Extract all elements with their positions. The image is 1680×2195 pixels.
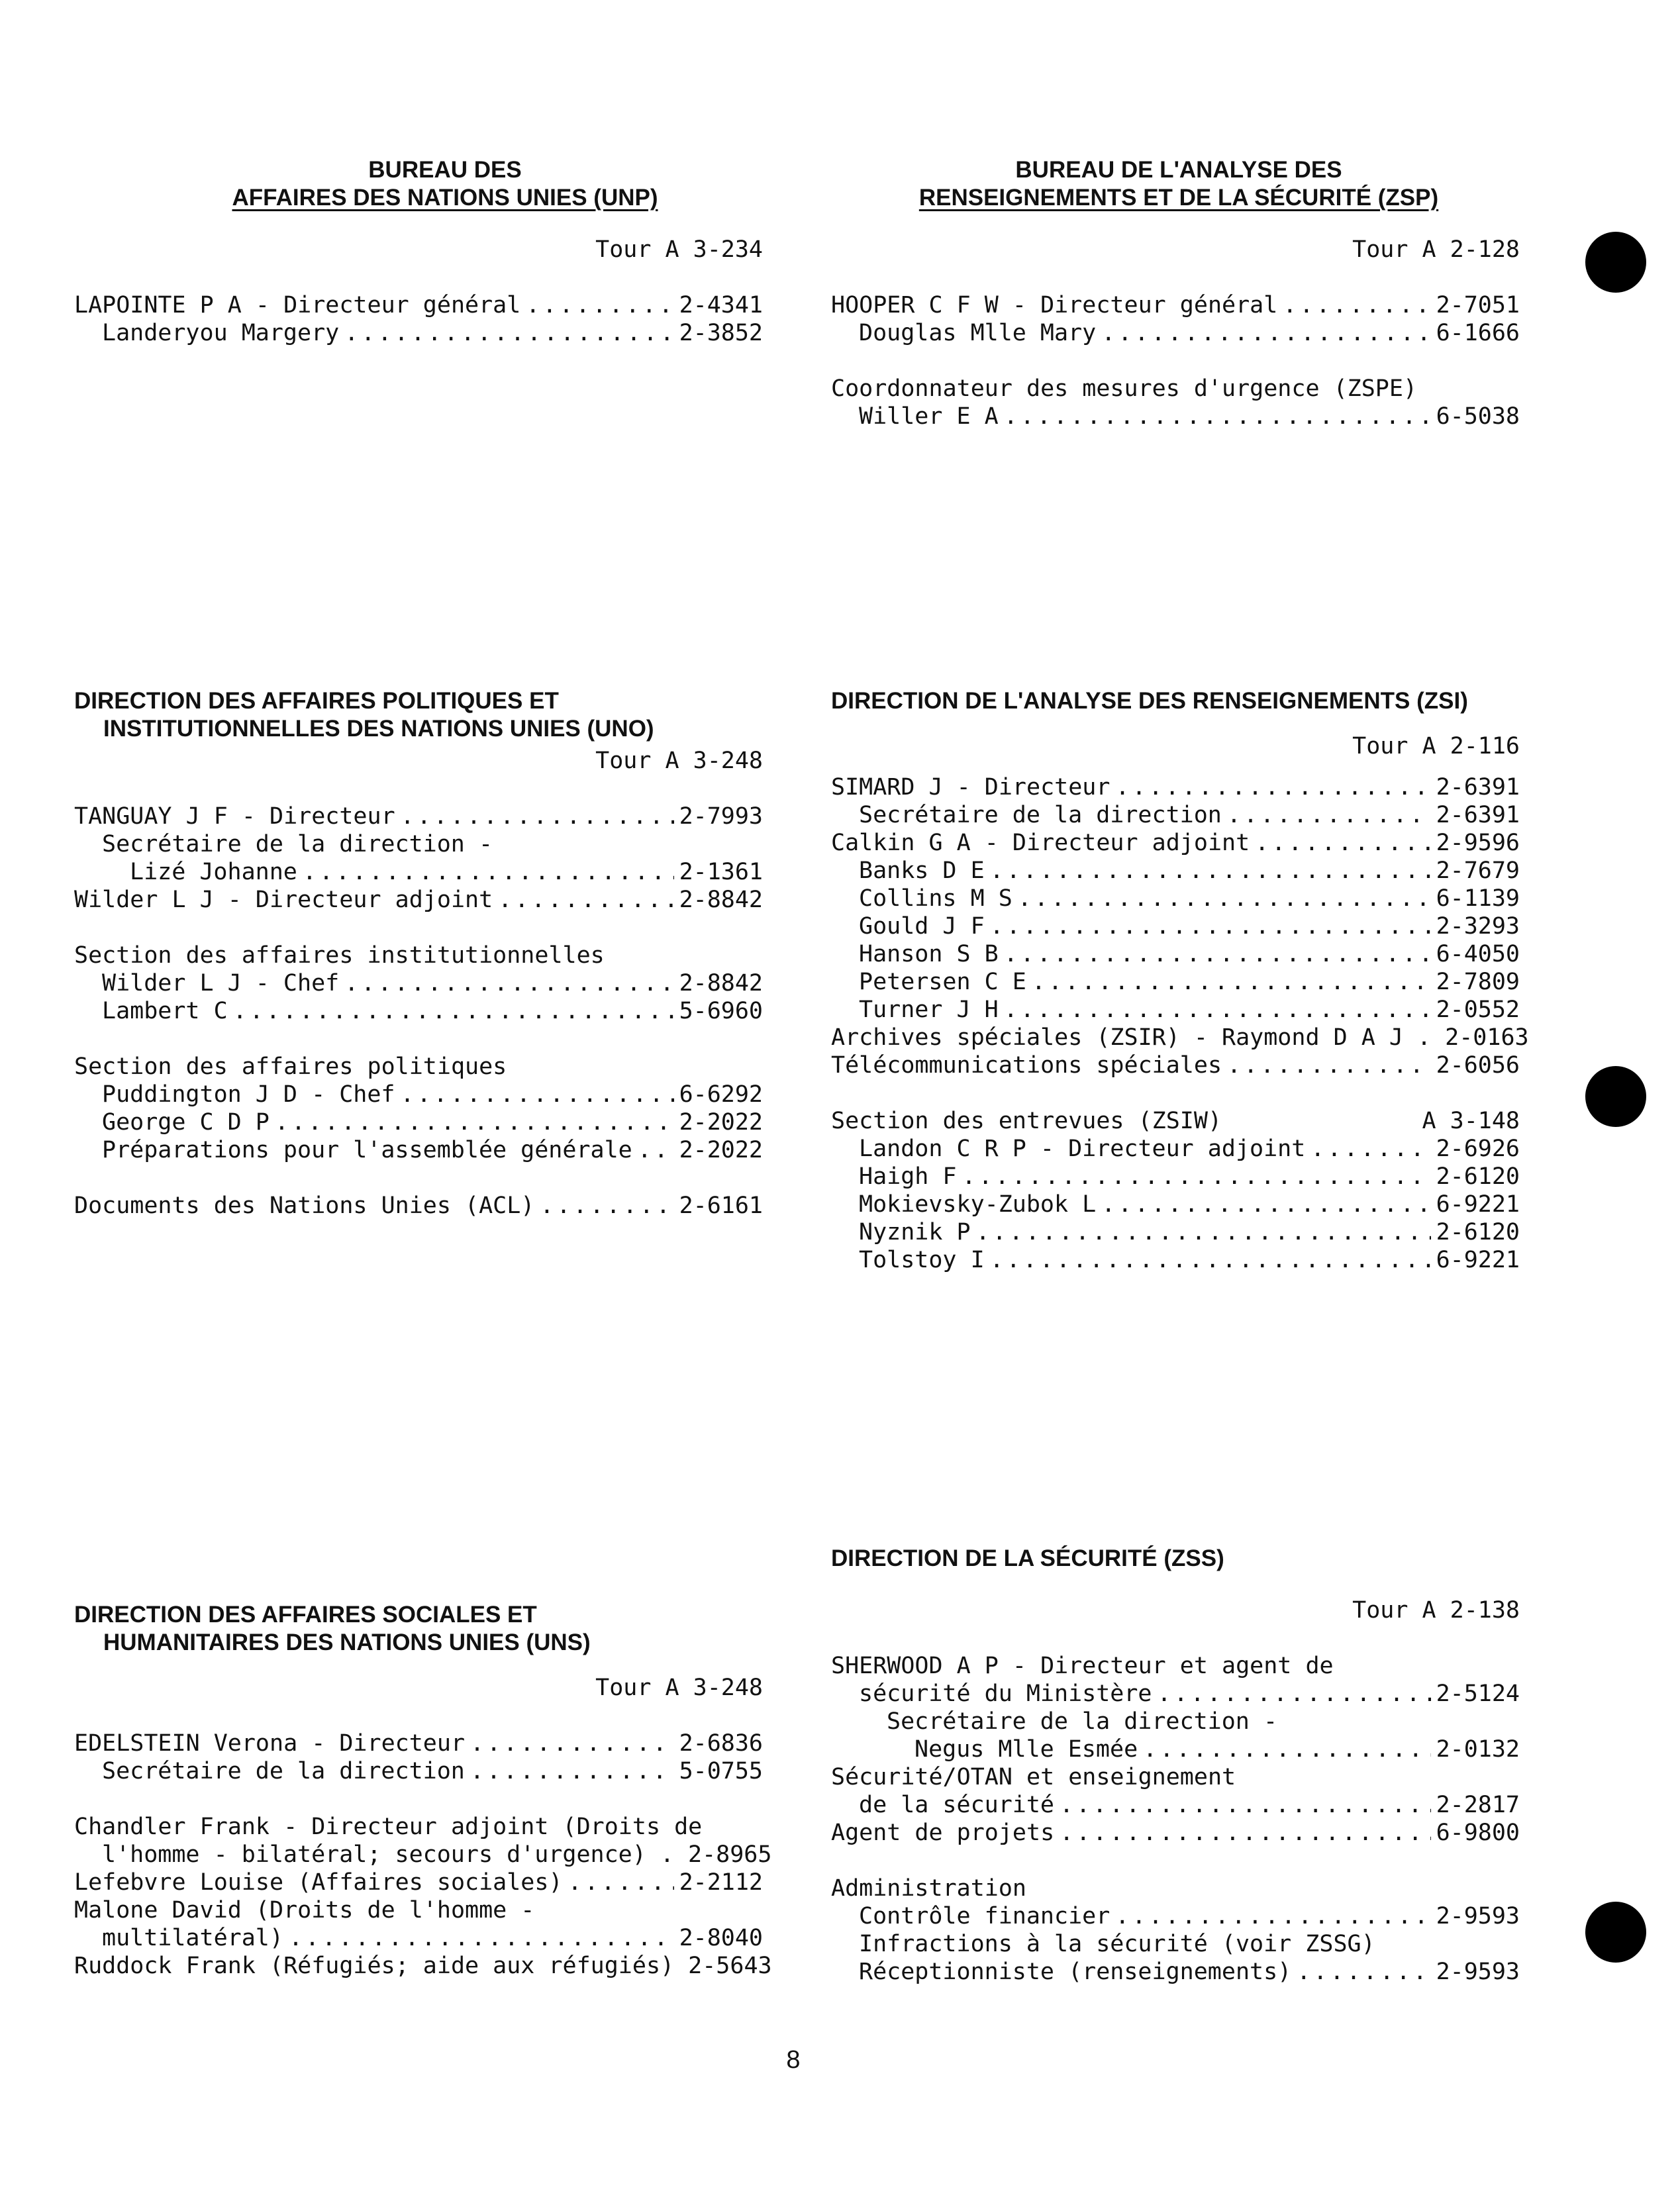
location: Tour A 3-248 — [595, 748, 763, 774]
subsection-label: Section des affaires politiques — [74, 1053, 507, 1080]
list-item: Turner J H ..... 2-0552 — [831, 996, 1520, 1024]
section-title: DIRECTION DES AFFAIRES SOCIALES ET — [74, 1602, 537, 1628]
phone-number: 2-9593 — [1436, 1959, 1520, 1985]
location: Tour A 3-248 — [595, 1675, 763, 1701]
section-title: AFFAIRES DES NATIONS UNIES (UNP) — [232, 185, 658, 211]
phone-number: 6-4050 — [1436, 941, 1520, 967]
section-zsi — [831, 687, 1529, 1274]
phone-number: 2-6161 — [679, 1193, 763, 1219]
list-item: Banks D E ..... 2-7679 — [831, 857, 1520, 885]
phone-number: 2-2817 — [1436, 1792, 1520, 1818]
phone-number: 6-6292 — [679, 1081, 763, 1108]
phone-number: 5-0755 — [679, 1758, 763, 1784]
list-item: Petersen C E ..... 2-7809 — [831, 968, 1520, 996]
phone-number: 2-4341 — [679, 292, 763, 318]
binder-hole — [1585, 232, 1646, 293]
list-item-label: Secrétaire de la direction - — [887, 1708, 1278, 1735]
list-item: Puddington J D - Chef ..... 6-6292 — [74, 1081, 763, 1108]
phone-number: 2-2022 — [679, 1109, 763, 1136]
phone-number: 6-9800 — [1436, 1820, 1520, 1846]
list-item: Haigh F ..... 2-6120 — [831, 1163, 1520, 1191]
list-item: Lizé Johanne ..... 2-1361 — [74, 858, 763, 886]
list-item: Landeryou Margery ..... 2-3852 — [74, 319, 763, 347]
section-uno — [74, 687, 763, 1220]
list-item: LAPOINTE P A - Directeur général ..... 2-4341 — [74, 291, 763, 319]
list-item: Secrétaire de la direction ..... 5-0755 — [74, 1757, 763, 1785]
list-item: Archives spéciales (ZSIR) - Raymond D A J . 2-0163 — [831, 1024, 1529, 1051]
phone-number: 2-3852 — [679, 320, 763, 346]
list-item: l'homme - bilatéral; secours d'urgence) . 2-8965 — [102, 1841, 772, 1868]
phone-number: 2-0552 — [1436, 997, 1520, 1023]
section-title: DIRECTION DE L'ANALYSE DES RENSEIGNEMENTS (ZSI) — [831, 688, 1468, 714]
list-item: Agent de projets ..... 6-9800 — [831, 1819, 1520, 1847]
list-item-label: Secrétaire de la direction - — [102, 831, 493, 857]
subsection-label: Section des affaires institutionnelles — [74, 942, 605, 969]
phone-number: 2-7051 — [1436, 292, 1520, 318]
section-title: BUREAU DES — [368, 157, 522, 183]
phone-number: 6-5038 — [1436, 403, 1520, 430]
phone-number: 2-2022 — [679, 1137, 763, 1163]
phone-number: 2-8842 — [679, 970, 763, 997]
list-item: Willer E A ..... 6-5038 — [831, 403, 1520, 430]
location: Tour A 2-116 — [1352, 733, 1520, 759]
phone-number: 2-7809 — [1436, 969, 1520, 995]
section-unp — [74, 156, 763, 347]
subsection-label: Section des entrevues (ZSIW) A 3-148 — [831, 1108, 1520, 1134]
phone-number: 2-6391 — [1436, 802, 1520, 828]
list-item: Ruddock Frank (Réfugiés; aide aux réfugiés) 2-5643 — [74, 1953, 772, 1979]
list-item: HOOPER C F W - Directeur général ..... 2-7051 — [831, 291, 1520, 319]
list-item: de la sécurité ..... 2-2817 — [831, 1791, 1520, 1819]
list-item: Préparations pour l'assemblée générale ..... 2-2022 — [74, 1136, 763, 1164]
list-item: Réceptionniste (renseignements) ..... 2-9593 — [831, 1958, 1520, 1986]
list-item: multilatéral) ..... 2-8040 — [74, 1924, 763, 1952]
phone-number: 2-6836 — [679, 1730, 763, 1757]
section-title: DIRECTION DES AFFAIRES POLITIQUES ET — [74, 688, 559, 714]
list-item: Calkin G A - Directeur adjoint ..... 2-9596 — [831, 829, 1520, 857]
list-item: Collins M S ..... 6-1139 — [831, 885, 1520, 912]
list-item: Lambert C ..... 5-6960 — [74, 997, 763, 1025]
page-number: 8 — [786, 2046, 801, 2074]
list-item: sécurité du Ministère ..... 2-5124 — [831, 1680, 1520, 1708]
list-item: George C D P ..... 2-2022 — [74, 1108, 763, 1136]
phone-number: 2-6391 — [1436, 774, 1520, 801]
phone-number: 2-6926 — [1436, 1136, 1520, 1162]
section-zsp — [831, 156, 1520, 430]
phone-number: 6-1139 — [1436, 885, 1520, 912]
phone-number: 2-3293 — [1436, 913, 1520, 940]
subsection-label: Coordonnateur des mesures d'urgence (ZSPE) — [831, 375, 1418, 402]
section-uns — [74, 1601, 772, 1980]
phone-number: 5-6960 — [679, 998, 763, 1024]
subsection-label: Administration — [831, 1875, 1027, 1902]
phone-number: 2-9593 — [1436, 1903, 1520, 1929]
list-item: Gould J F ..... 2-3293 — [831, 912, 1520, 940]
list-item-label: SHERWOOD A P - Directeur et agent de — [831, 1653, 1334, 1679]
list-item: Infractions à la sécurité (voir ZSSG) — [859, 1931, 1375, 1957]
list-item: Mokievsky-Zubok L ..... 6-9221 — [831, 1191, 1520, 1218]
phone-number: 2-6056 — [1436, 1052, 1520, 1079]
section-title: RENSEIGNEMENTS ET DE LA SÉCURITÉ (ZSP) — [918, 185, 1439, 211]
list-item: Chandler Frank - Directeur adjoint (Droits de — [74, 1814, 703, 1840]
list-item: TANGUAY J F - Directeur ..... 2-7993 — [74, 803, 763, 830]
phone-number: 6-1666 — [1436, 320, 1520, 346]
list-item: Hanson S B ..... 6-4050 — [831, 940, 1520, 968]
location: A 3-148 — [1422, 1108, 1520, 1134]
list-item-label: Malone David (Droits de l'homme - — [74, 1897, 535, 1924]
phone-number: 2-7993 — [679, 803, 763, 830]
list-item: Nyznik P ..... 2-6120 — [831, 1218, 1520, 1246]
phone-number: 2-1361 — [679, 859, 763, 885]
list-item-label: Sécurité/OTAN et enseignement — [831, 1764, 1236, 1790]
section-title: INSTITUTIONNELLES DES NATIONS UNIES (UNO) — [103, 716, 654, 742]
list-item: Tolstoy I ..... 6-9221 — [831, 1246, 1520, 1274]
phone-number: 2-7679 — [1436, 857, 1520, 884]
list-item: Lefebvre Louise (Affaires sociales) ..... 2-2112 — [74, 1869, 763, 1896]
list-item: Contrôle financier ..... 2-9593 — [831, 1902, 1520, 1930]
list-item: Documents des Nations Unies (ACL) ..... 2-6161 — [74, 1192, 763, 1220]
location: Tour A 2-128 — [1352, 236, 1520, 263]
phone-number: 2-8040 — [679, 1925, 763, 1951]
list-item: Secrétaire de la direction ..... 2-6391 — [831, 801, 1520, 829]
list-item: Télécommunications spéciales ..... 2-6056 — [831, 1051, 1520, 1079]
binder-hole — [1585, 1902, 1646, 1963]
list-item: SIMARD J - Directeur ..... 2-6391 — [831, 773, 1520, 801]
phone-number: 2-8842 — [679, 887, 763, 913]
binder-hole — [1585, 1066, 1646, 1127]
section-zss — [831, 1545, 1520, 1986]
location: Tour A 2-138 — [1352, 1597, 1520, 1624]
location: Tour A 3-234 — [595, 236, 763, 263]
list-item: Wilder L J - Directeur adjoint ..... 2-8842 — [74, 886, 763, 914]
phone-number: 2-6120 — [1436, 1163, 1520, 1190]
phone-number: 6-9221 — [1436, 1247, 1520, 1273]
list-item: Negus Mlle Esmée ..... 2-0132 — [831, 1735, 1520, 1763]
phone-number: 6-9221 — [1436, 1191, 1520, 1218]
section-title: DIRECTION DE LA SÉCURITÉ (ZSS) — [831, 1545, 1224, 1571]
phone-number: 2-9596 — [1436, 830, 1520, 856]
list-item: Douglas Mlle Mary ..... 6-1666 — [831, 319, 1520, 347]
list-item: Landon C R P - Directeur adjoint ..... 2-6926 — [831, 1135, 1520, 1163]
phone-number: 2-5124 — [1436, 1681, 1520, 1707]
section-title: HUMANITAIRES DES NATIONS UNIES (UNS) — [103, 1630, 591, 1655]
phone-number: 2-2112 — [679, 1869, 763, 1896]
phone-number: 2-6120 — [1436, 1219, 1520, 1245]
phone-number: 2-0132 — [1436, 1736, 1520, 1763]
list-item: Wilder L J - Chef ..... 2-8842 — [74, 969, 763, 997]
list-item: EDELSTEIN Verona - Directeur ..... 2-6836 — [74, 1730, 763, 1757]
section-title: BUREAU DE L'ANALYSE DES — [1015, 157, 1342, 183]
